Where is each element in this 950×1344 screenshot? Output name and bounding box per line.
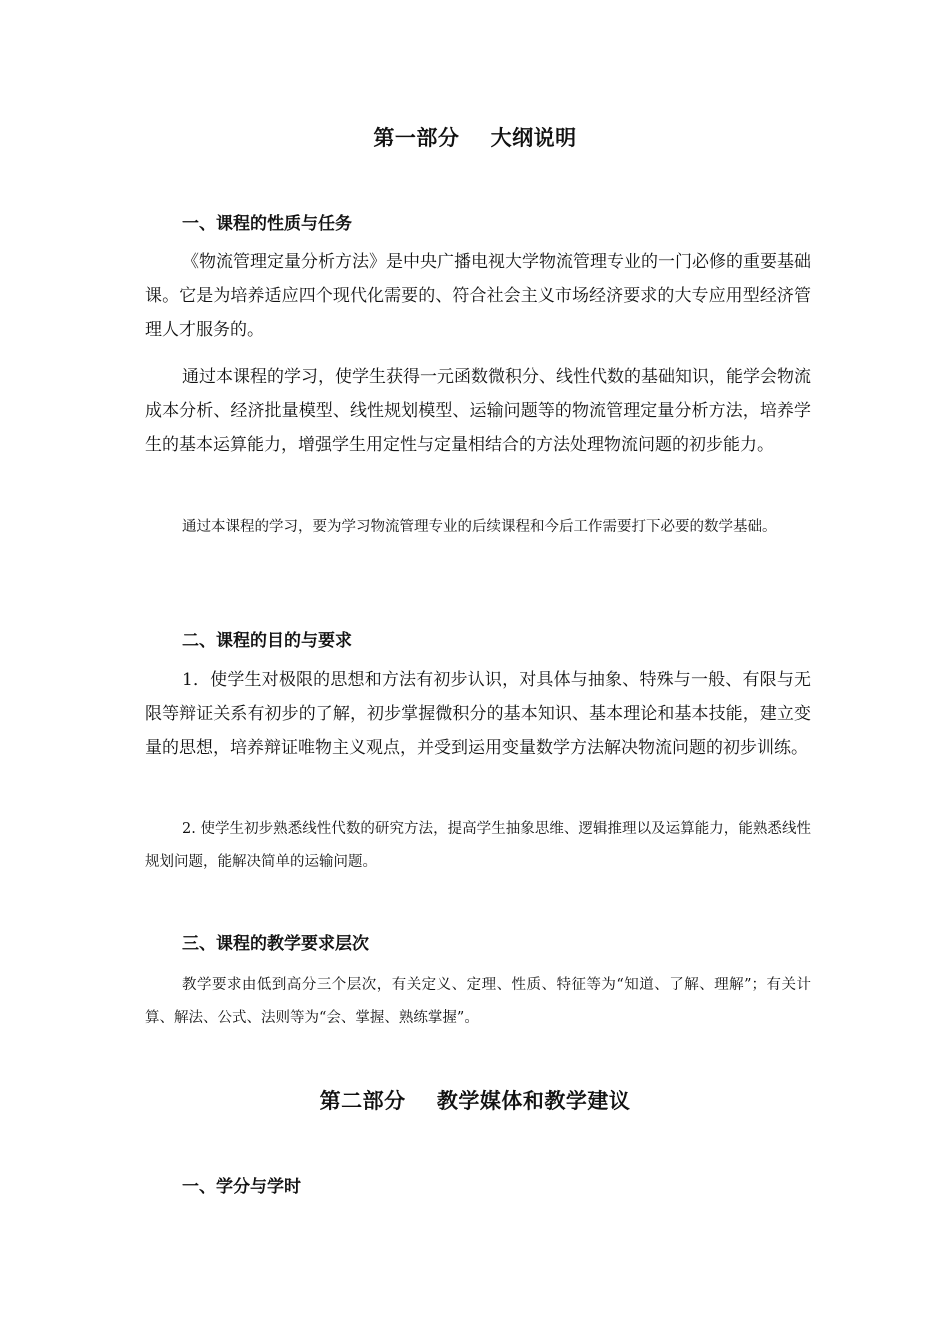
part2-section1-heading: 一、学分与学时 <box>182 1177 301 1197</box>
part1-title: 第一部分 大纲说明 <box>373 125 577 150</box>
part1-section2-paragraph-1: 1．使学生对极限的思想和方法有初步认识，对具体与抽象、特殊与一般、有限与无限等辩证关系有初步的了解，初步掌握微积分的基本知识、基本理论和基本技能，建立变量的思想，培养辩证唯物主义观点，并受到运用变量数学方法解决物流问题的初步训练。 <box>145 670 811 758</box>
part1-section1-heading: 一、课程的性质与任务 <box>182 214 352 234</box>
part1-section3-paragraph-1: 教学要求由低到高分三个层次，有关定义、定理、性质、特征等为“知道、了解、理解”；有关计算、解法、公式、法则等为“会、掌握、熟练掌握”。 <box>145 977 811 1026</box>
part1-section2-paragraph-2: 2. 使学生初步熟悉线性代数的研究方法，提高学生抽象思维、逻辑推理以及运算能力，能熟悉线性规划问题，能解决简单的运输问题。 <box>145 821 811 870</box>
part2-title: 第二部分 教学媒体和教学建议 <box>319 1088 631 1113</box>
part1-section1-paragraph-3: 通过本课程的学习，要为学习物流管理专业的后续课程和今后工作需要打下必要的数学基础。 <box>182 519 777 535</box>
part1-section1-paragraph-1: 《物流管理定量分析方法》是中央广播电视大学物流管理专业的一门必修的重要基础课。它是为培养适应四个现代化需要的、符合社会主义市场经济要求的大专应用型经济管理人才服务的。 <box>145 252 811 340</box>
part1-section3-heading: 三、课程的教学要求层次 <box>182 934 369 954</box>
part1-section1-paragraph-2: 通过本课程的学习，使学生获得一元函数微积分、线性代数的基础知识，能学会物流成本分析、经济批量模型、线性规划模型、运输问题等的物流管理定量分析方法，培养学生的基本运算能力，增强学生用定性与定量相结合的方法处理物流问题的初步能力。 <box>145 367 811 455</box>
part1-section2-heading: 二、课程的目的与要求 <box>182 631 352 651</box>
